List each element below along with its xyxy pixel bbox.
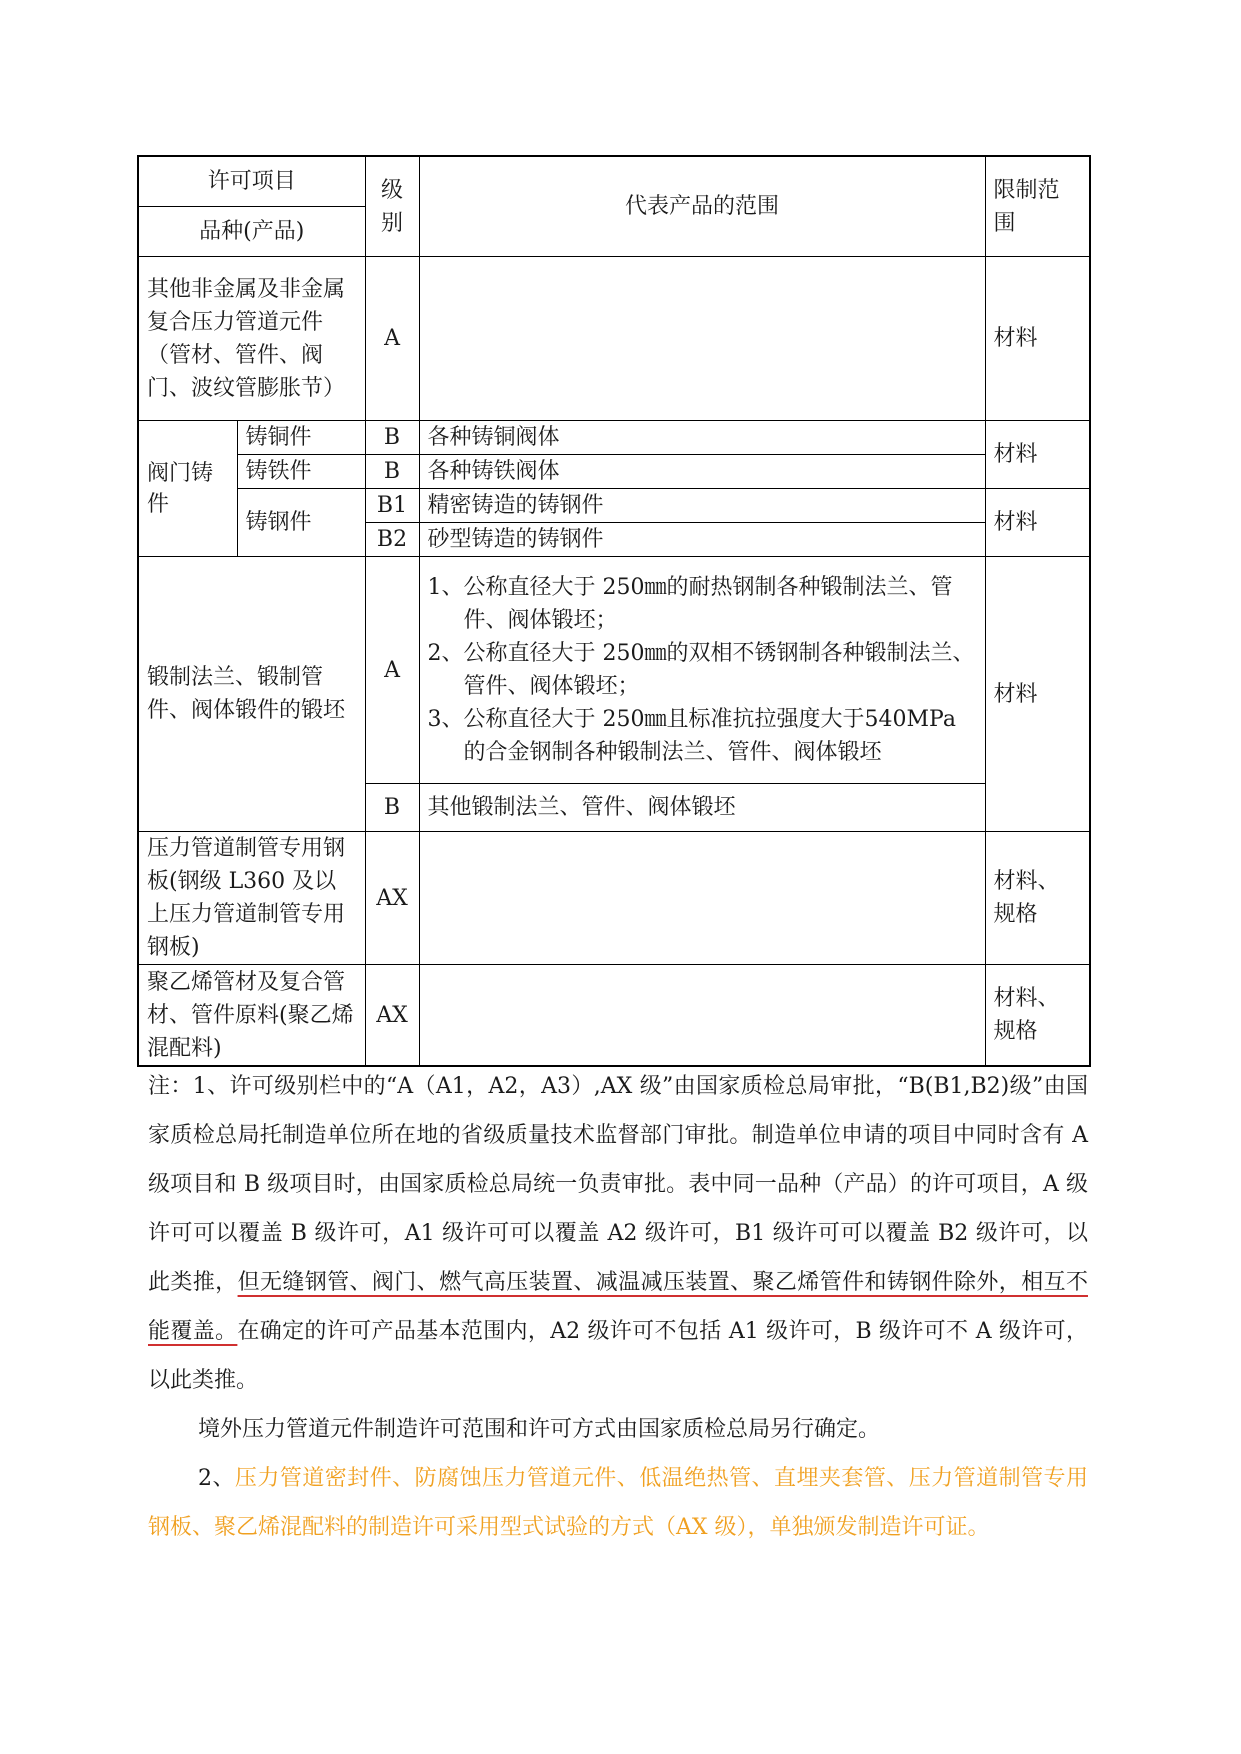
- table-row: [138, 257, 1090, 421]
- header-permit-item: 许可项目: [138, 156, 365, 207]
- note-1-text-before: 注：1、许可级别栏中的“A（A1，A2，A3）,AX 级”由国家质检总局审批，“B(B1,B2)级”由国家质检总局托制造单位所在地的省级质量技术监督部门审批。制造单位申请的项目中同时含有 A 级项目和 B 级项目时，由国家质检总局统一负责审批。表中同一品种（产品）的许可项目，A 级许可可以覆盖 B 级许可，A1 级许可可以覆盖 A2 级许可，B1 级许可可以覆盖 B2 级许可，以此类推，: [148, 1074, 1088, 1295]
- table-row: [138, 421, 1090, 455]
- valve-steel-b2-level: B2: [365, 523, 419, 557]
- forging-a-level: A: [365, 557, 419, 784]
- nonmetal-variety: 其他非金属及非金属复合压力管道元件（管材、管件、阀门、波纹管膨胀节）: [138, 257, 365, 421]
- valve-steel-limit: 材料: [985, 489, 1090, 557]
- forging-a-scope: [419, 557, 985, 784]
- valve-iron-name: 铸铁件: [237, 455, 365, 489]
- valve-casting-group: 阀门铸件: [138, 421, 237, 557]
- permit-table: [137, 155, 1091, 1067]
- valve-steel-b2-scope: 砂型铸造的铸钢件: [419, 523, 985, 557]
- table-header-row: [138, 156, 1090, 207]
- header-variety: 品种(产品): [138, 207, 365, 257]
- table-row: [138, 965, 1090, 1067]
- header-level-line-2: 别: [381, 210, 404, 236]
- valve-copper-scope: 各种铸铜阀体: [419, 421, 985, 455]
- pe-scope: [419, 965, 985, 1067]
- note-overseas: 境外压力管道元件制造许可范围和许可方式由国家质检总局另行确定。: [198, 1417, 881, 1442]
- pe-level: AX: [365, 965, 419, 1067]
- list-item: 1、公称直径大于 250㎜的耐热钢制各种锻制法兰、管件、阀体锻坯；: [427, 575, 953, 633]
- table-row: [138, 489, 1090, 523]
- list-item: 2、公称直径大于 250㎜的双相不锈钢制各种锻制法兰、管件、阀体锻坯；: [427, 641, 975, 699]
- valve-copper-iron-limit: 材料: [985, 421, 1090, 489]
- pe-variety: 聚乙烯管材及复合管材、管件原料(聚乙烯混配料): [138, 965, 365, 1067]
- table-row: [138, 455, 1090, 489]
- forging-limit: 材料: [985, 557, 1090, 832]
- valve-steel-b1-level: B1: [365, 489, 419, 523]
- note-1-underlined-text: 但无缝钢管、阀门、燃气高压装置、减温减压装置、聚乙烯管件和铸钢件除外，相互不能覆盖。: [148, 1270, 1088, 1344]
- header-level-line-1: 级: [381, 177, 404, 203]
- forging-b-scope: 其他锻制法兰、管件、阀体锻坯: [419, 784, 985, 832]
- forging-a-scope-list: [428, 571, 977, 769]
- plate-level: AX: [365, 832, 419, 965]
- header-limit: 限制范围: [985, 156, 1090, 257]
- nonmetal-level: A: [365, 257, 419, 421]
- header-level: [365, 156, 419, 257]
- list-item: 3、公称直径大于 250㎜且标准抗拉强度大于540MPa 的合金钢制各种锻制法兰、管件、阀体锻坯: [427, 707, 956, 765]
- valve-iron-level: B: [365, 455, 419, 489]
- valve-iron-scope: 各种铸铁阀体: [419, 455, 985, 489]
- pe-limit: 材料、规格: [985, 965, 1090, 1067]
- valve-steel-name: 铸钢件: [237, 489, 365, 557]
- forging-b-level: B: [365, 784, 419, 832]
- plate-scope: [419, 832, 985, 965]
- note-1-text-after: 在确定的许可产品基本范围内，A2 级许可不包括 A1 级许可，B 级许可不 A 级许可，以此类推。: [148, 1319, 1088, 1393]
- table-row: [138, 557, 1090, 784]
- forging-variety: 锻制法兰、锻制管件、阀体锻件的锻坯: [138, 557, 365, 832]
- note-2: [148, 1454, 1088, 1552]
- note-1: [148, 1062, 1088, 1405]
- plate-variety: 压力管道制管专用钢板(钢级 L360 及以上压力管道制管专用钢板): [138, 832, 365, 965]
- valve-steel-b1-scope: 精密铸造的铸钢件: [419, 489, 985, 523]
- nonmetal-limit: 材料: [985, 257, 1090, 421]
- valve-copper-name: 铸铜件: [237, 421, 365, 455]
- plate-limit: 材料、规格: [985, 832, 1090, 965]
- header-scope: 代表产品的范围: [419, 156, 985, 257]
- table-row: [138, 832, 1090, 965]
- note-2-number: 2、: [198, 1466, 235, 1491]
- note-2-highlighted-text: 压力管道密封件、防腐蚀压力管道元件、低温绝热管、直埋夹套管、压力管道制管专用钢板、聚乙烯混配料的制造许可采用型式试验的方式（AX 级），单独颁发制造许可证。: [148, 1466, 1088, 1540]
- valve-copper-level: B: [365, 421, 419, 455]
- notes-section: [148, 1062, 1088, 1552]
- nonmetal-scope: [419, 257, 985, 421]
